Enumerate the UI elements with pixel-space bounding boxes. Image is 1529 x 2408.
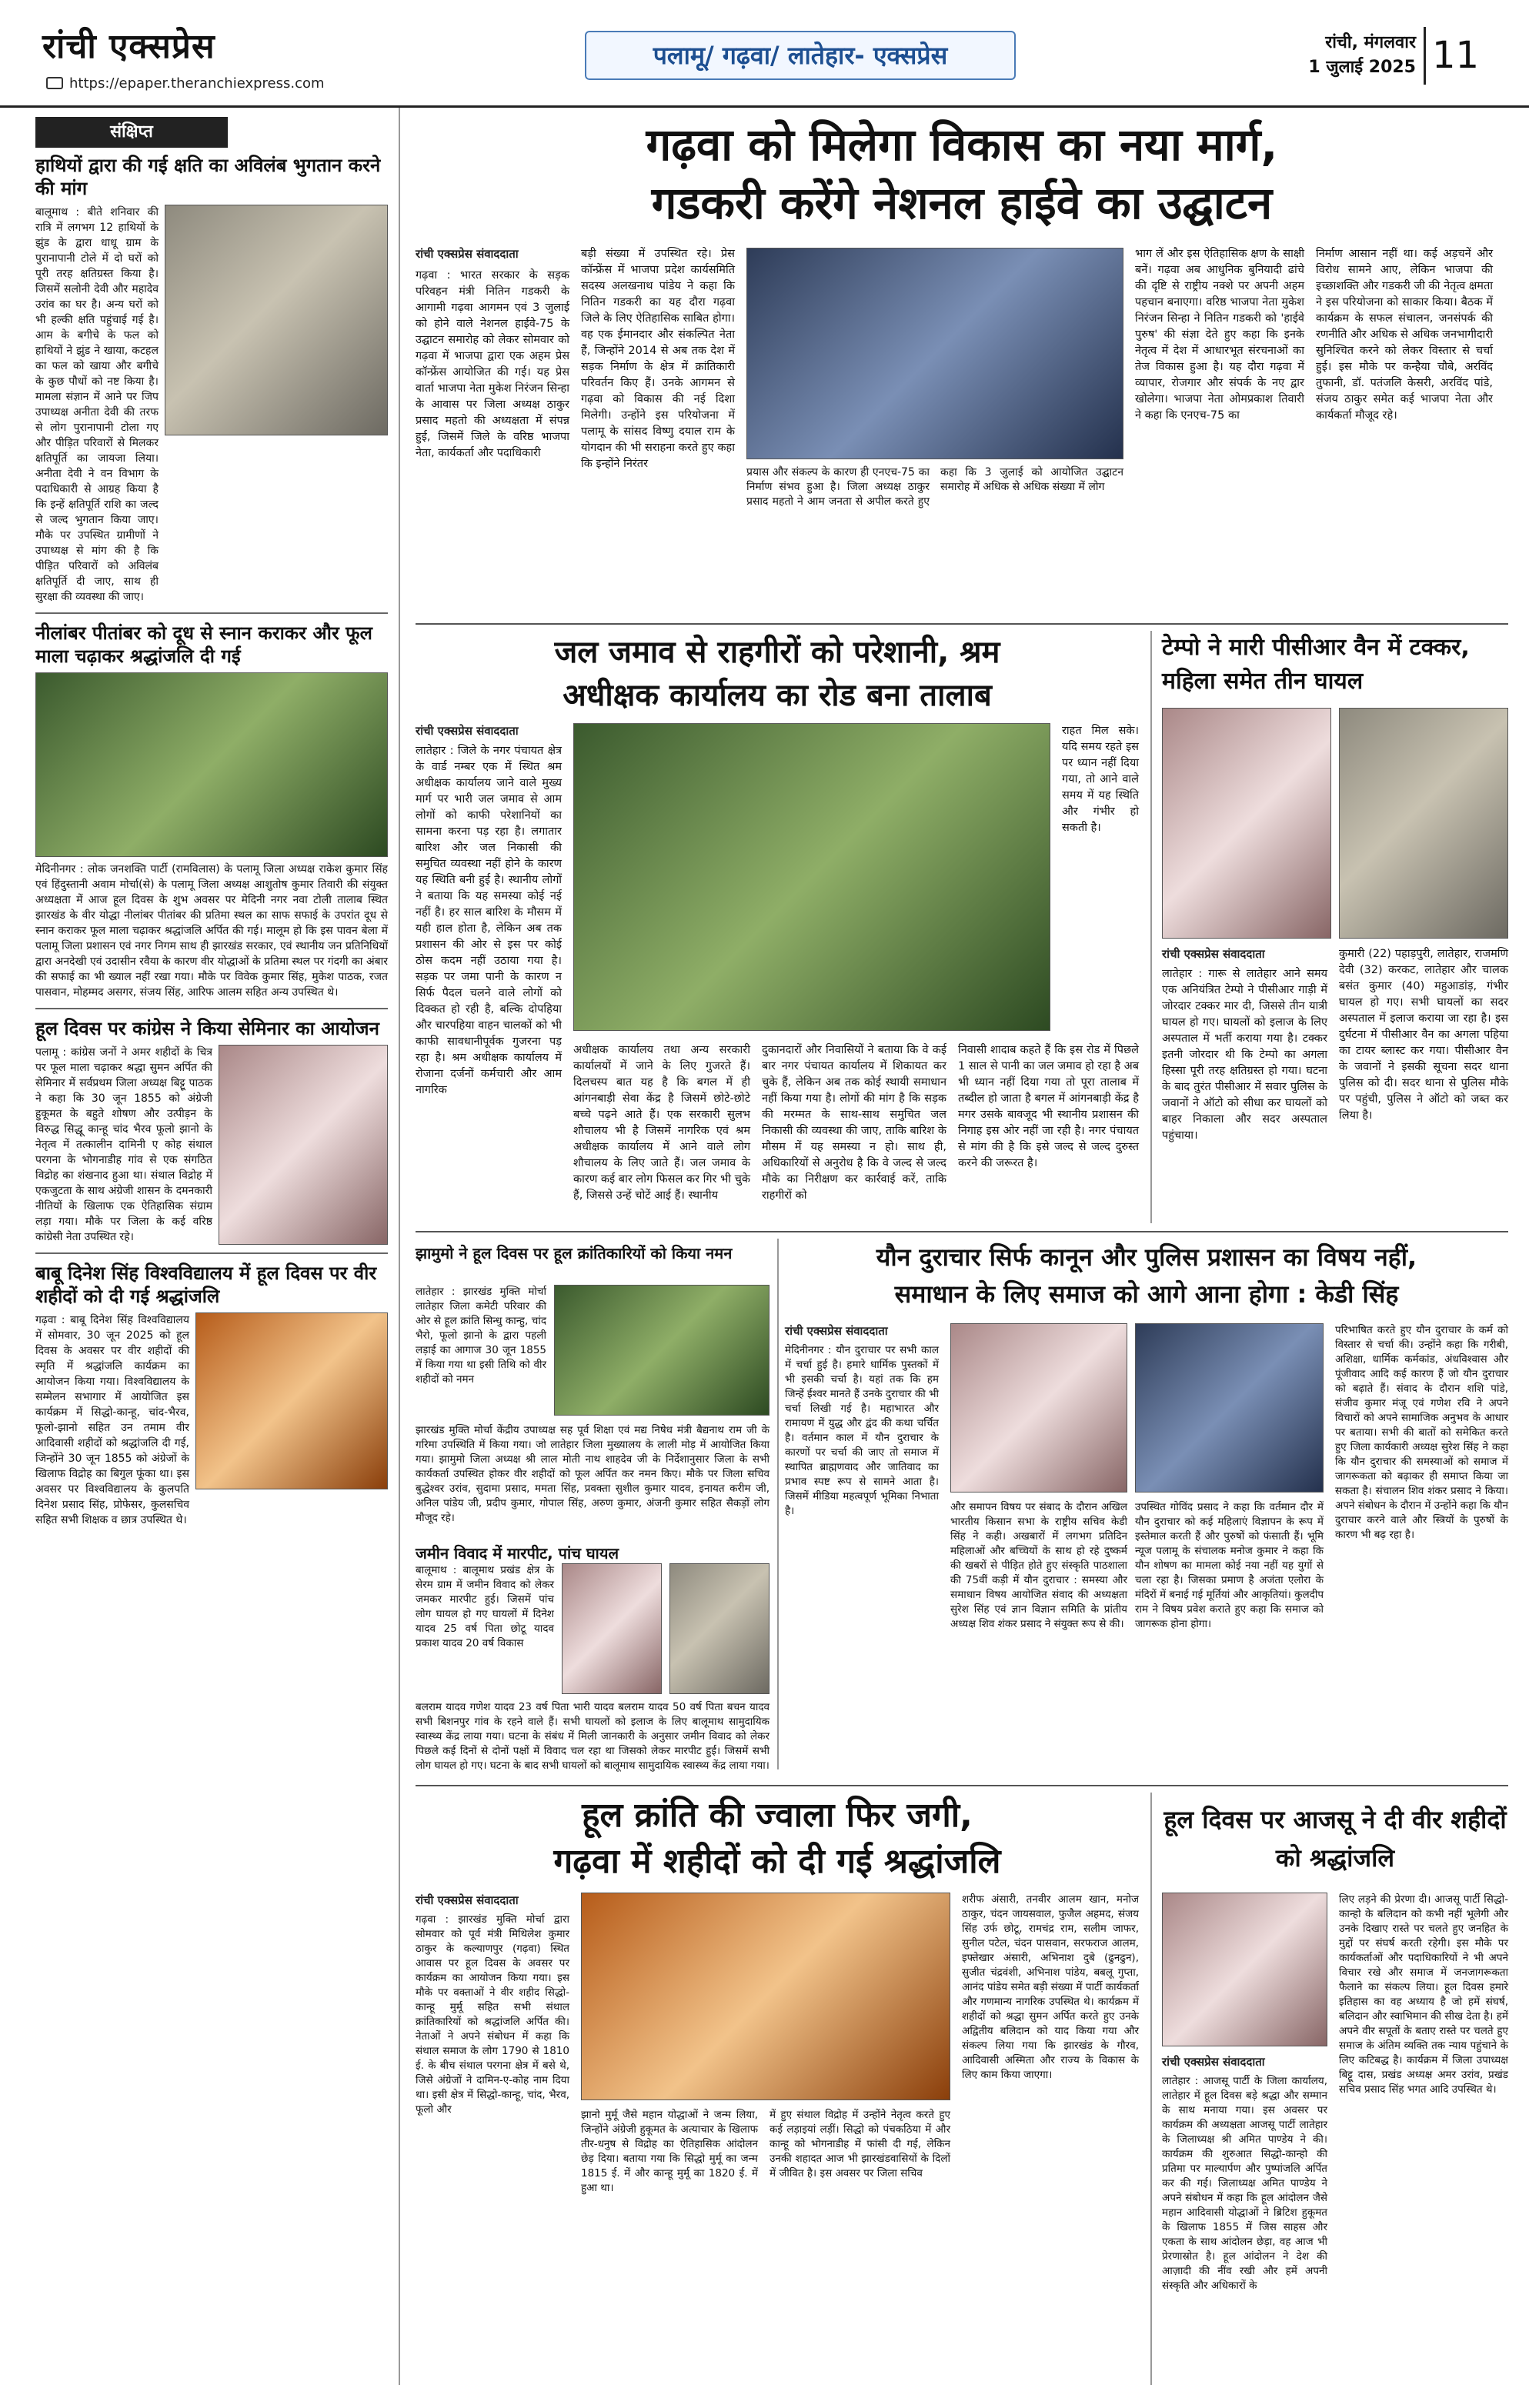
seminar-speaker-photo [950, 1323, 1127, 1492]
accident-col-1: लातेहार : गारू से लातेहार आने समय एक अनियंत्रित टेम्पो ने पीसीआर गाड़ी में जोरदार टक्कर मार दी, जिससे तीन यात्री घायल हो गए। घायलों को इलाज के लिए अस्पताल में भर्ती कराया गया है। टक्कर इतनी जोरदार थी कि टेम्पो का अगला हिस्सा पूरी तरह क्षतिग्रस्त हो गया। घटना के बाद तुरंत पीसीआर में सवार पुलिस के जवानों ने ऑटो को सीधा कर घायलों को बाहर निकाला और सदर अस्पताल पहुंचाया। [1162, 968, 1327, 1142]
hospital-photo-2 [1339, 708, 1508, 939]
lead-headline-line2: गडकरी करेंगे नेशनल हाईवे का उद्घाटन [651, 177, 1273, 229]
jmm-col-1: लातेहार : झारखंड मुक्ति मोर्चा लातेहार जिला कमेटी परिवार की ओर से हूल क्रांति सिन्धु कान्हु, चांद भैरो, फूलो झानो के द्वारा पहली लड़ाई का आगाज 30 जून 1855 में किया गया था इसी तिथि को वीर शहीदों को नमन [416, 1286, 546, 1386]
ajsu-col-2: लिए लड़ने की प्रेरणा दी। आजसू पार्टी सिद्धो-कान्हो के बलिदान को कभी नहीं भूलेगी और उनके दिखाए रास्ते पर चलते हुए जनहित के मुद्दों पर संघर्ष करती रहेगी। इस मौके पर कार्यकर्ताओं और पदाधिकारियों ने भी अपने विचार रखे और समाज में जनजागरूकता फैलाने का संकल्प लिया। हूल दिवस हमारे इतिहास का वह अध्याय है जो हमें संघर्ष, बलिदान और स्वाभिमान की सीख देता है। हमें अपने वीर सपूतों के बताए रास्ते पर चलते हुए समाज के अंतिम व्यक्ति तक न्याय पहुंचाने के लिए कटिबद्ध है। कार्यक्रम में जिला उपाध्यक्ष बिट्टू दास, प्रखंड अध्यक्ष अमर उरांव, प्रखंड सचिव प्रसाद सिंह भगत आदि उपस्थित थे। [1339, 1893, 1508, 2096]
water-story [416, 723, 1139, 1300]
hul-col-4: शरीफ अंसारी, तनवीर आलम खान, मनोज ठाकुर, चंदन जायसवाल, फुजैल अहमद, संजय सिंह उर्फ छोटू, रामचंद्र राम, सलीम जाफर, सुनील पटेल, चंदन पासवान, सरफराज आलम, इफ्तेखार अंसारी, अभिनाश दुबे (ढुनढुन), सुजीत चंद्रवंशी, अभिनाश पांडेय, बबलू गुप्ता, आनंद पांडेय समेत बड़ी संख्या में पार्टी कार्यकर्ता और गणमान्य नागरिक उपस्थित थे। कार्यक्रम में शहीदों को श्रद्धा सुमन अर्पित करते हुए उनके अद्वितीय बलिदान को याद किया गया और संकल्प लिया गया कि झारखंड के गौरव, आदिवासी अस्मिता और राज्य के विकास के लिए काम किया जाएगा। [962, 1893, 1139, 2081]
brief-3-headline: हूल दिवस पर कांग्रेस ने किया सेमिनार का आयोजन [35, 1018, 379, 1039]
ajsu-event-photo [1162, 1893, 1327, 2046]
social-col-4: परिभाषित करते हुए यौन दुराचार के कर्म को विस्तार से चर्चा की। उन्होंने कहा कि गरीबी, अशिक्षा, धार्मिक कर्मकांड, अंधविश्वास और पूंजीवाद आदि कई कारण हैं जो यौन दुराचार को बढ़ाते हैं। संवाद के दौरान शशि पांडे, संजीव कुमार मंजू एवं गणेश रवि ने अपने विचारों को अपने सामाजिक अनुभव के आधार पर बताया। सभी की बातों को समेकित करते हुए जिला कार्यकारी अध्यक्ष सुरेश सिंह ने कहा कि यौन दुराचार की समस्याओं को समाज में जागरूकता को बढ़ाकर ही समाप्त किया जा सकता है। संचालन शिव शंकर प्रसाद ने किया। अपने संबोधन के दौरान में उन्होंने कहा कि यौन दुराचार करने वाले और स्त्रियों के पुरुषों के कारण भी बढ़ रहा है। [1335, 1324, 1508, 1541]
hul-tribute-photo [581, 1893, 950, 2100]
divider [35, 612, 388, 614]
accident-headline: टेम्पो ने मारी पीसीआर वैन में टक्कर, महिला समेत तीन घायल [1162, 634, 1470, 695]
hospital-photo-1 [1162, 708, 1331, 939]
water-col-4: निवासी शादाब कहते हैं कि इस रोड में पिछले 1 साल से पानी का जल जमाव हो रहा है अब भी ध्यान नहीं दिया गया तो पूरा तालाब में तब्दील हो जाता है बगल में आंगनबाड़ी केंद्र है मगर उसके बावजूद भी स्थानीय प्रशासन की निगाह इस ओर नहीं जा रही है। नगर पंचायत से मांग की है कि इसे जल्द से जल्द दुरुस्त करने की जरूरत है। [958, 1044, 1139, 1169]
water-headline-line1: जल जमाव से राहगीरों को परेशानी, श्रम [554, 635, 1000, 670]
injured-photo-2 [669, 1563, 770, 1694]
social-headline [785, 1239, 1508, 1312]
water-col-2: अधीक्षक कार्यालय तथा अन्य सरकारी कार्यालयों में जाने के लिए गुजरते हैं। दिलचस्प बात यह है कि बगल में ही आंगनबाड़ी सेवा केंद्र है जिसमें छोटे-छोटे बच्चे पढ़ने आते हैं। एक सरकारी सुलभ शौचालय भी है जिसमें नागरिक एवं श्रम अधीक्षक कार्यालय में आने वाले लोग शौचालय के लिए जाते हैं। जल जमाव के कारण कई बार लोग फिसल कर गिर भी चुके हैं, जिससे उन्हें चोटें आई हैं। स्थानीय [573, 1044, 750, 1202]
elephant-damage-photo [165, 205, 388, 435]
congress-seminar-photo [219, 1045, 388, 1245]
divider [416, 1231, 1508, 1232]
hul-story [416, 1893, 1139, 2385]
brief-label: संक्षिप्त [35, 117, 228, 148]
epaper-url[interactable] [46, 75, 325, 92]
water-col-right: राहत मिल सके। यदि समय रहते इस पर ध्यान नहीं दिया गया, तो आने वाले समय में यह स्थिति और गंभीर हो सकती है। [1062, 725, 1139, 834]
lead-headline [416, 115, 1508, 232]
divider [1150, 1793, 1152, 2385]
browser-icon [46, 77, 63, 89]
dateline-date: 1 जुलाई 2025 [1308, 58, 1416, 77]
brief-4-headline: बाबू दिनेश सिंह विश्वविद्यालय में हूल दिवस पर वीर शहीदों को दी गई श्रद्धांजलि [35, 1262, 377, 1307]
brand-logo: रांची एक्सप्रेस [42, 27, 215, 66]
land-col-1: बालूमाथ : बालूमाथ प्रखंड क्षेत्र के सेरम ग्राम में जमीन विवाद को लेकर जमकर मारपीट हुई। जिसमें पांच लोग घायल हो गए घायलों में दिनेश यादव 25 वर्ष पिता छोटू यादव प्रकाश यादव 20 वर्ष विकास [416, 1564, 554, 1649]
ajsu-story [1162, 1893, 1508, 2385]
lead-caption: प्रयास और संकल्प के कारण ही एनएच-75 का निर्माण संभव हुआ है। जिला अध्यक्ष ठाकुर प्रसाद महतो ने आम जनता से अपील करते हुए कहा कि 3 जुलाई को आयोजित उद्घाटन समारोह में अधिक से अधिक संख्या में लोग [746, 466, 1123, 508]
dateline [1216, 31, 1416, 80]
social-headline-line1: यौन दुराचार सिर्फ कानून और पुलिस प्रशासन का विषय नहीं, [876, 1242, 1417, 1272]
ajsu-byline: रांची एक्सप्रेस संवाददाता [1162, 2055, 1265, 2069]
social-byline: रांची एक्सप्रेस संवाददाता [785, 1324, 888, 1338]
jmm-headline: झामुमो ने हूल दिवस पर हूल क्रांतिकारियों को किया नमन [416, 1244, 733, 1262]
ajsu-col-1: लातेहार : आजसू पार्टी के जिला कार्यालय, लातेहार में हूल दिवस बड़े श्रद्धा और सम्मान के साथ मनाया गया। इस अवसर पर कार्यक्रम की अध्यक्षता आजसू पार्टी लातेहार के जिलाध्यक्ष श्री अमित पाण्डेय ने की। कार्यक्रम की शुरुआत सिद्धो-कान्हो की प्रतिमा पर माल्यार्पण और पुष्पांजलि अर्पित कर की गई। जिलाध्यक्ष अमित पाण्डेय ने अपने संबोधन में कहा कि हूल आंदोलन जैसे महान आदिवासी योद्धाओं ने ब्रिटिश हुकूमत के खिलाफ 1855 में जिस साहस और एकता के साथ आंदोलन छेड़ा, वह आज भी प्रेरणास्रोत है। हूल आंदोलन ने देश की आज़ादी की नींव रखी और हमें अपनी संस्कृति और अधिकारों के [1162, 2075, 1327, 2292]
brief-2-headline: नीलांबर पीतांबर को दूध से स्नान कराकर और फूल माला चढ़ाकर श्रद्धांजलि दी गई [35, 622, 372, 667]
lead-col-2: बड़ी संख्या में उपस्थित रहे। प्रेस कॉन्फ्रेंस में भाजपा प्रदेश कार्यसमिति सदस्य अलखनाथ पांडेय ने कहा कि नितिन गडकरी का यह दौरा गढ़वा जिले के लिए ऐतिहासिक साबित होगा। वह एक ईमानदार और संकल्पित नेता हैं, जिन्होंने 2014 से अब तक देश में सड़क निर्माण के क्षेत्र में क्रांतिकारी परिवर्तन किए हैं। उनके आगमन से गढ़वा को विकास की नई दिशा मिलेगी। उन्होंने इस परियोजना में पलामू के सांसद विष्णु दयाल राम के योगदान की भी सराहना करते हुए कहा कि इन्होंने निरंतर [581, 248, 735, 470]
social-col-3: उपस्थित गोविंद प्रसाद ने कहा कि वर्तमान दौर में यौन दुराचार को कई महिलाएं विज्ञापन के रूप में इस्तेमाल करती हैं और पुरुषों को फंसाती हैं। भूमि न्यूज पलामू के संचालक मनोज कुमार ने कहा कि यौन शोषण का मामला कोई नया नहीं यह युगों से चला रहा है। जिसका प्रमाण है अजंता एलोरा के मंदिरों में बनाई गई मूर्तियां और आकृतियां। कुलदीप राम ने विषय प्रवेश कराते हुए कहा कि समाज को जागरूक होना होगा। [1135, 1501, 1324, 1630]
divider [35, 1008, 388, 1009]
hul-col-3: में हुए संथाल विद्रोह में उन्होंने नेतृत्व करते हुए कई लड़ाइयां लड़ीं। सिद्धो को पंचकठिया में और कान्हू को भोगनाडीह में फांसी दी गई, लेकिन उनकी शहादत आज भी झारखंडवासियों के दिलों में जीवित है। इस अवसर पर जिला सचिव [770, 2109, 950, 2180]
hul-col-2: झानो मुर्मू जैसे महान योद्धाओं ने जन्म लिया, जिन्होंने अंग्रेजी हुकूमत के अत्याचार के खिलाफ तीर-धनुष से विद्रोह का ऐतिहासिक आंदोलन छेड़ दिया। बताया गया कि सिद्धो मुर्मू का जन्म 1815 ई. में और कान्हू मुर्मू का 1820 ई. में हुआ था। [581, 2109, 758, 2194]
land-col-2: बलराम यादव गणेश यादव 23 वर्ष पिता भारी यादव बलराम यादव 50 वर्ष पिता बचन यादव सभी बिशनपुर गांव के रहने वाले हैं। सभी घायलों को इलाज के लिए बालूमाथ सामुदायिक स्वास्थ्य केंद्र लाया गया। घटना के संबंध में मिली जानकारी के अनुसार जमीन विवाद को लेकर पिछले कई दिनों से दोनों पक्षों में विवाद चल रहा था जिसको लेकर मारपीट हुई। जिसमें सभी लोग घायल हो गए। घटना के बाद सभी घायलों को बालूमाथ सामुदायिक स्वास्थ्य केंद्र लाया गया। [416, 1701, 770, 1772]
divider [35, 1252, 388, 1254]
injured-photo-1 [562, 1563, 662, 1694]
hul-headline-line2: गढ़वा में शहीदों को दी गई श्रद्धांजलि [553, 1842, 1001, 1881]
brief-1-text: बालूमाथ : बीते शनिवार की रात्रि में लगभग 12 हाथियों के झुंड के द्वारा धाधू ग्राम के पुरानापानी टोले में दो घरों को पूरी तरह क्षतिग्रस्त किया है। जिसमें सलोनी देवी और महादेव उरांव का घर है। अन्य घरों को भी हल्की क्षति पहुंचाई गई है। आम के बगीचे के फल को हाथियों ने झुंड ने खाया, कटहल का फल को खाया और बगीचे के कुछ पौधों को नष्ट किया है। मामला संज्ञान में आने पर जिप उपाध्यक्ष अनीता देवी की तरफ से लोग पुरानापानी टोला गए और पीड़ित परिवारों से मिलकर क्षतिपूर्ति का जायजा लिया। अनीता देवी ने वन विभाग के पदाधिकारी से आग्रह किया है कि इन्हें क्षतिपूर्ति राशि का जल्द से जल्द भुगतान किया जाए। मौके पर उपस्थित ग्रामीणों ने उपाध्यक्ष से मांग की है कि पीड़ित परिवारों को अविलंब क्षतिपूर्ति दी जाए, साथ ही सुरक्षा की व्यवस्था की जाए। [35, 206, 159, 603]
lead-col-1: गढ़वा : भारत सरकार के सड़क परिवहन मंत्री नितिन गडकरी के आगामी गढ़वा आगमन एवं 3 जुलाई को होने वाले नेशनल हाईवे-75 के उद्घाटन समारोह को लेकर सोमवार को गढ़वा में भाजपा द्वारा एक अहम प्रेस कॉन्फ्रेंस आयोजित की गई। यह प्रेस वार्ता भाजपा नेता मुकेश निरंजन सिन्हा के आवास पर जिला अध्यक्ष ठाकुर प्रसाद महतो की अध्यक्षता में संपन्न हुई, जिसमें जिले के वरिष्ठ भाजपा नेता, कार्यकर्ता और पदाधिकारी [416, 269, 569, 459]
land-story [416, 1539, 770, 1772]
water-col-3: दुकानदारों और निवासियों ने बताया कि वे कई बार नगर पंचायत कार्यालय में शिकायत कर चुके हैं, लेकिन अब तक कोई स्थायी समाधान नहीं किया गया है। लोगों की मांग है कि सड़क की मरम्मत के साथ-साथ समुचित जल निकासी की व्यवस्था की जाए, ताकि बारिश के मौसम में यह समस्या न हो। साथ ही, अधिकारियों से अनुरोध है कि वे जल्द से जल्द मौके का निरीक्षण कर कार्रवाई करें, ताकि राहगीरों को [762, 1044, 946, 1202]
brief-column [31, 108, 400, 2385]
jmm-col-2: झारखंड मुक्ति मोर्चा केंद्रीय उपाध्यक्ष सह पूर्व शिक्षा एवं मद्य निषेध मंत्री बैद्यनाथ राम जी के गरिमा उपस्थिति में किया गया। जो लातेहार जिला मुख्यालय के लाली मोड़ में आयोजित किया गया। झामुमो जिला अध्यक्ष श्री लाल मोती नाथ शाहदेव जी के निर्देशानुसार जिला के सभी कार्यकर्ता उपस्थित होकर वीर शहीदों को फूल अर्पित कर नमन किए। मौके पर जिला सचिव बुद्धेश्वर उरांव, सुदामा प्रसाद, ममता सिंह, प्रवक्ता सुशील कुमार यादव, इनायत करीम जी, अनिल पांडेय जी, प्रदीप कुमार, गोपाल सिंह, अरुण कुमार, अंजनी कुमार सहित सैकड़ों लोग मौजूद रहे। [416, 1424, 770, 1524]
divider [777, 1239, 779, 1769]
lead-headline-line1: गढ़वा को मिलेगा विकास का नया मार्ग, [646, 118, 1278, 171]
accident-col-2: कुमारी (22) पहाड़पुरी, लातेहार, राजमणि देवी (32) करकट, लातेहार और चालक बसंत कुमार (40) महुआडांड़, गंभीर घायल हो गए। सभी घायलों का सदर अस्पताल में इलाज कराया जा रहा है। इस दुर्घटना में पीसीआर वैन का अगला पहिया का टायर ब्लास्ट कर गया। पीसीआर वैन के जवानों ने इसकी सूचना सदर थाना पुलिस को दी। सदर थाना से पुलिस मौके पर पहुंची, पुलिस ने ऑटो को जब्त कर लिया है। [1339, 948, 1508, 1122]
lead-col-4: निर्माण आसान नहीं था। कई अड़चनें और विरोध सामने आए, लेकिन भाजपा की इच्छाशक्ति और गडकरी जी की नेतृत्व क्षमता ने इस परियोजना को साकार किया। बैठक में कार्यक्रम के सफल संचालन, जनसंपर्क की रणनीति और अधिक से अधिक जनभागीदारी सुनिश्चित करने को लेकर विस्तार से चर्चा हुई। इस मौके पर कन्हैया चौबे, अरविंद तुफानी, डॉ. पतंजलि केसरी, अरविंद पांडे, संजय ठाकुर समेत कई भाजपा नेता और कार्यकर्ता मौजूद रहे। [1316, 248, 1493, 422]
brief-1-headline: हाथियों द्वारा की गई क्षति का अविलंब भुगतान करने की मांग [35, 155, 381, 199]
social-story [785, 1323, 1508, 1777]
accident-byline: रांची एक्सप्रेस संवाददाता [1162, 947, 1265, 961]
social-caption: और समापन विषय पर संबाद के दौरान अखिल भारतीय किसान सभा के राष्ट्रीय सचिव केडी सिंह ने कही। अखबारों में लगभग प्रतिदिन महिलाओं और बच्चियों के साथ हो रहे दुष्कर्म की खबरों से पीड़ित होते हुए संस्कृति पाठशाला की 75वीं कड़ी में यौन दुराचार : समस्या और समाधान विषय आयोजित संवाद की अध्यक्षता सुरेश सिंह एवं ज्ञान विज्ञान समिति के प्रांतीय अध्यक्ष शिव शंकर प्रसाद ने संयुक्त रूप से की। [950, 1501, 1127, 1630]
jmm-story [416, 1239, 770, 1523]
hul-headline-line1: हूल क्रांति की ज्वाला फिर जगी, [582, 1796, 973, 1835]
dateline-city: रांची, मंगलवार [1325, 33, 1416, 52]
water-byline: रांची एक्सप्रेस संवाददाता [416, 724, 519, 738]
section-title: पलामू/ गढ़वा/ लातेहार- एक्सप्रेस [585, 31, 1016, 80]
statue-tribute-photo [35, 672, 388, 857]
ajsu-headline: हूल दिवस पर आजसू ने दी वीर शहीदों को श्रद्धांजलि [1163, 1805, 1507, 1873]
land-headline: जमीन विवाद में मारपीट, पांच घायल [416, 1544, 619, 1563]
water-headline-line2: अधीक्षक कार्यालय का रोड बना तालाब [563, 678, 992, 713]
jmm-event-photo [554, 1285, 770, 1416]
hul-col-1: गढ़वा : झारखंड मुक्ति मोर्चा द्वारा सोमवार को पूर्व मंत्री मिथिलेश कुमार ठाकुर के कल्याणपुर (गढ़वा) स्थित आवास पर हूल दिवस के अवसर पर कार्यक्रम का आयोजन किया गया। इस मौके पर वक्ताओं ने वीर शहीद सिद्धो-कान्हू मुर्मू सहित सभी संथाल क्रांतिकारियों को श्रद्धांजलि अर्पित की। नेताओं ने अपने संबोधन में कहा कि संथाल समाज के लोग 1790 से 1810 ई. के बीच संथाल परगना क्षेत्र में बसे थे, जिसे अंग्रेजों ने दामिन-ए-कोह नाम दिया था। इसी क्षेत्र में सिद्धो-कान्हू, चांद, भैरव, फूलो और [416, 1913, 569, 2116]
page-number: 11 [1424, 27, 1485, 85]
brief-2-text: मेदिनीनगर : लोक जनशक्ति पार्टी (रामविलास) के पलामू जिला अध्यक्ष राकेश कुमार सिंह एवं हिंदुस्तानी अवाम मोर्चा(से) के पलामू जिला अध्यक्ष आशुतोष कुमार तिवारी की संयुक्त अध्यक्षता में आज हूल दिवस के शुभ अवसर पर मेदिनी नगर नवा टोली तालाब स्थित झारखंड के वीर योद्धा नीलांबर पीतांबर की प्रतिमा स्थल का साफ सफाई के उपरांत दूध से स्नान कराकर फूल माला चढ़ाकर श्रद्धांजलि अर्पित की गई। मालूम हो कि इस पावन बेला में पलामू जिला प्रशासन एवं नगर निगम साथ ही झारखंड सरकार, एवं स्थानीय जन प्रतिनिधियों द्वारा अनदेखी एवं उदासीन रवैया के कारण वीर योद्धाओं के प्रतिमा स्थल पर गंदगी का अंबार की सफाई का भी ख्याल नहीं रखा गया। मौके पर विवेक कुमार सिंह, मुकेश पाठक, रजत पासवान, मोहम्मद असगर, संजय सिंह, आरिफ आलम सहित अन्य उपस्थित थे। [35, 863, 388, 999]
water-col-1: लातेहार : जिले के नगर पंचायत क्षेत्र के वार्ड नम्बर एक में स्थित श्रम अधीक्षक कार्यालय जाने वाले मुख्य मार्ग पर भारी जल जमाव से आम लोगों को काफी परेशानियों का सामना करना पड़ रहा है। लगातार बारिश और जल निकासी की समुचित व्यवस्था नहीं होने के कारण यह स्थिति बनी हुई है। स्थानीय लोगों ने बताया कि यह समस्या कोई नई नहीं है। हर साल बारिश के मौसम में यही हाल होता है, लेकिन अब तक प्रशासन की ओर से इस पर कोई ठोस कदम नहीं उठाया गया है। सड़क पर जमा पानी के कारण न सिर्फ पैदल चलने वाले लोगों को दिक्कत हो रही है, बल्कि दोपहिया और चारपहिया वाहन चालकों को भी काफी सावधानीपूर्वक गुजरना पड़ रहा है। श्रम अधीक्षक कार्यालय में रोजाना दर्जनों कर्मचारी और आम नागरिक [416, 745, 562, 1096]
seminar-audience-photo [1135, 1323, 1324, 1492]
lead-byline: रांची एक्सप्रेस संवाददाता [416, 247, 519, 261]
social-col-1: मेदिनीनगर : यौन दुराचार पर सभी काल में चर्चा हुई है। हमारे धार्मिक पुस्तकों में भी इसकी चर्चा है। यहां तक कि हम जिन्हें ईश्वर मानते हैं उनके दुराचार की भी चर्चा लिखी गई है। महाभारत और रामायण में युद्ध और द्वंद की कथा चर्चित है। वर्तमान काल में यौन दुराचार के कारणों पर चर्चा की जाए तो समाज में स्थापित ब्राह्मणवाद और जातिवाद का प्रभाव स्पष्ट रूप से सामने आता है। जिसमें मीडिया महत्वपूर्ण भूमिका निभाता है। [785, 1344, 939, 1517]
hul-byline: रांची एक्सप्रेस संवाददाता [416, 1893, 519, 1907]
masthead [0, 0, 1529, 108]
waterlogged-road-photo [573, 723, 1050, 1031]
social-headline-line2: समाधान के लिए समाज को आगे आना होगा : केडी सिंह [894, 1279, 1399, 1309]
url-text[interactable]: https://epaper.theranchiexpress.com [69, 75, 325, 92]
water-headline [416, 631, 1139, 717]
university-event-photo [195, 1312, 388, 1489]
lead-col-3: भाग लें और इस ऐतिहासिक क्षण के साक्षी बनें। गढ़वा अब आधुनिक बुनियादी ढांचे की दृष्टि से राष्ट्रीय नक्शे पर अपनी अहम पहचान बनाएगा। वरिष्ठ भाजपा नेता मुकेश निरंजन सिन्हा ने नितिन गडकरी को 'हाईवे पुरुष' की संज्ञा देते हुए कहा कि इनके नेतृत्व में देश में आधारभूत संरचनाओं का तेज विकास हुआ है। यह दौरा गढ़वा में व्यापार, रोजगार और संपर्क के नए द्वार खोलेगा। भाजपा नेता ओमप्रकाश तिवारी ने कहा कि एनएच-75 का [1135, 248, 1304, 422]
divider [1150, 631, 1152, 1223]
brief-4-text: गढ़वा : बाबू दिनेश सिंह विश्वविद्यालय में सोमवार, 30 जून 2025 को हूल दिवस के अवसर पर वीर शहीदों की स्मृति में श्रद्धांजलि कार्यक्रम का आयोजन किया गया। विश्वविद्यालय के सम्मेलन सभागार में आयोजित इस कार्यक्रम में सिद्धो-कान्हू, चांद-भैरव, फूलो-झानो सहित उन तमाम वीर आदिवासी शहीदों को श्रद्धांजलि दी गई, जिन्होंने 30 जून 1855 को अंग्रेजों के खिलाफ विद्रोह का बिगुल फूंका था। इस अवसर पर विश्वविद्यालय के कुलपति दिनेश प्रसाद सिंह, प्रोफेसर, कुलसचिव सहित सभी शिक्षक व छात्र उपस्थित थे। [35, 1314, 189, 1526]
press-conference-photo [746, 248, 1123, 459]
accident-story [1162, 708, 1508, 1223]
divider [416, 623, 1508, 625]
lead-story [416, 246, 1508, 615]
divider [416, 1785, 1508, 1786]
hul-headline [416, 1793, 1139, 1885]
brief-3-text: पलामू : कांग्रेस जनों ने अमर शहीदों के चित्र पर फूल माला चढ़ाकर श्रद्धा सुमन अर्पित की सेमिनार में सर्वप्रथम जिला अध्यक्ष बिट्टू पाठक ने कहा कि 30 जून 1855 को अंग्रेजी हुकूमत के बहुते शोषण और उत्पीड़न के विरुद्ध सिद्धू कान्हू चांद भैरव फूलो झानो के नेतृत्व में तत्कालीन दामिनी ए कोह संथाल परगना के भोगनाडीह गांव से एक संगठित विद्रोह का शंखनाद हुआ था। संथाल विद्रोह में एकजुटता के साथ अंग्रेजी शासन के दमनकारी नीतियों के खिलाफ एक ऐतिहासिक संग्राम लड़ा गया। मौके पर जिला के कई वरिष्ठ कांग्रेसी नेता उपस्थित रहे। [35, 1046, 212, 1243]
